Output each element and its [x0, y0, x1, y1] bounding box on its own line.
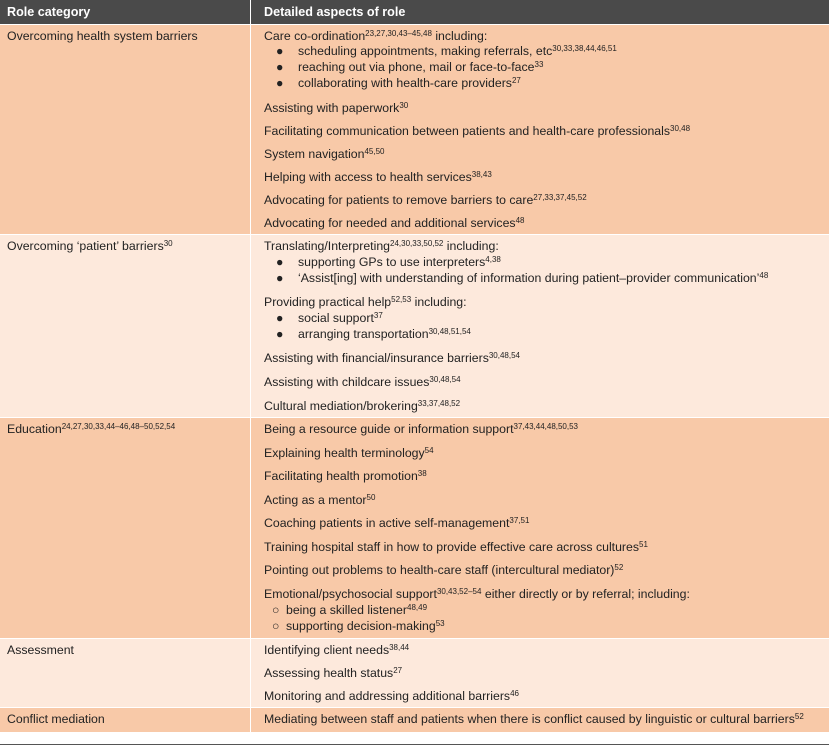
category-label: Assessment [7, 643, 74, 657]
list-item: Facilitating communication between patients and health-care professionals$^{30,48}$ [264, 124, 691, 138]
bullet-icon: ● [276, 271, 284, 285]
sub-list-item: ● ‘Assist[ing] with understanding of information during patient–provider communication’$^{48}$ [276, 271, 769, 285]
list-item: Pointing out problems to health-care staff (intercultural mediator)$^{52}$ [264, 563, 624, 577]
list-item: Helping with access to health services$^{38,43}$ [264, 170, 492, 184]
row-health-system-barriers [0, 25, 829, 234]
table-header [0, 0, 829, 24]
sub-list-item: ○ being a skilled listener$^{48,49}$ [272, 603, 428, 617]
list-item: Emotional/psychosocial support$^{30,43,52-54}$ either directly or by referral; including: [264, 587, 690, 601]
list-item: Mediating between staff and patients when there is conflict caused by linguistic or cultural barriers$^{52}$ [264, 712, 804, 726]
category-cell: Education$^{24,27,30,33,44-46,48-50,52,54}$ [0, 418, 250, 638]
list-item: Providing practical help$^{52,53}$ including: [264, 295, 467, 309]
category-cell [0, 25, 250, 234]
header-detailed-aspects: Detailed aspects of role [264, 5, 406, 19]
list-item: Advocating for needed and additional services$^{48}$ [264, 216, 525, 230]
list-item: Assisting with childcare issues$^{30,48,54}$ [264, 375, 461, 389]
bullet-icon: ● [276, 76, 284, 90]
hollow-bullet-icon: ○ [272, 603, 280, 617]
list-item: Advocating for patients to remove barriers to care$^{27,33,37,45,52}$ [264, 193, 587, 207]
list-item: Translating/Interpreting$^{24,30,33,50,52}$ including: [264, 239, 499, 253]
list-item: Explaining health terminology$^{54}$ [264, 446, 434, 460]
list-item: Assessing health status$^{27}$ [264, 666, 403, 680]
sub-list-item: ● scheduling appointments, making referrals, etc$^{30,33,38,44,46,51}$ [276, 44, 617, 58]
row-patient-barriers [0, 235, 829, 417]
category-label: Education [7, 422, 62, 436]
sub-list-item: ● arranging transportation$^{30,48,51,54}$ [276, 327, 471, 341]
sub-list-item: ● reaching out via phone, mail or face-to-face$^{33}$ [276, 60, 544, 74]
row-assessment [0, 639, 829, 707]
category-label: Conflict mediation [7, 712, 105, 726]
list-item: Acting as a mentor$^{50}$ [264, 493, 376, 507]
details-cell [251, 418, 829, 638]
category-label: Overcoming ‘patient’ barriers [7, 239, 164, 253]
bullet-icon: ● [276, 311, 284, 325]
bullet-icon: ● [276, 60, 284, 74]
list-item: Coaching patients in active self-management$^{37,51}$ [264, 516, 530, 530]
details-cell [251, 708, 829, 732]
list-item: Assisting with financial/insurance barriers$^{30,48,54}$ [264, 351, 520, 365]
list-item: Identifying client needs$^{38,44}$ [264, 643, 410, 657]
sub-list-item: ● supporting GPs to use interpreters$^{4,38}$ [276, 255, 501, 269]
category-cell [0, 639, 250, 707]
bullet-icon: ● [276, 44, 284, 58]
list-item: Cultural mediation/brokering$^{33,37,48,52}$ [264, 399, 461, 413]
sub-list-item: ● collaborating with health-care providers$^{27}$ [276, 76, 521, 90]
list-item: Training hospital staff in how to provide effective care across cultures$^{51}$ [264, 540, 648, 554]
list-item: Monitoring and addressing additional barriers$^{46}$ [264, 689, 519, 703]
list-item: Facilitating health promotion$^{38}$ [264, 469, 427, 483]
category-cell [0, 708, 250, 732]
category-cell: Overcoming ‘patient’ barriers$^{30}$ [0, 235, 250, 417]
table-bottom-rule [0, 744, 829, 745]
bullet-icon: ● [276, 327, 284, 341]
details-cell [251, 639, 829, 707]
header-role-category: Role category [7, 5, 91, 19]
hollow-bullet-icon: ○ [272, 619, 280, 633]
sub-list-item: ○ supporting decision-making$^{53}$ [272, 619, 445, 633]
bullet-icon: ● [276, 255, 284, 269]
details-cell [251, 25, 829, 234]
row-education [0, 418, 829, 638]
header-divider [250, 0, 251, 24]
list-item: Assisting with paperwork$^{30}$ [264, 101, 409, 115]
list-item: System navigation$^{45,50}$ [264, 147, 385, 161]
details-cell [251, 235, 829, 417]
category-label: Overcoming health system barriers [7, 29, 198, 43]
row-conflict-mediation [0, 708, 829, 732]
sub-list-item: ● social support$^{37}$ [276, 311, 383, 325]
list-item: Care co-ordination$^{23,27,30,43-45,48}$ including: [264, 29, 488, 43]
list-item: Being a resource guide or information support$^{37,43,44,48,50,53}$ [264, 422, 579, 436]
